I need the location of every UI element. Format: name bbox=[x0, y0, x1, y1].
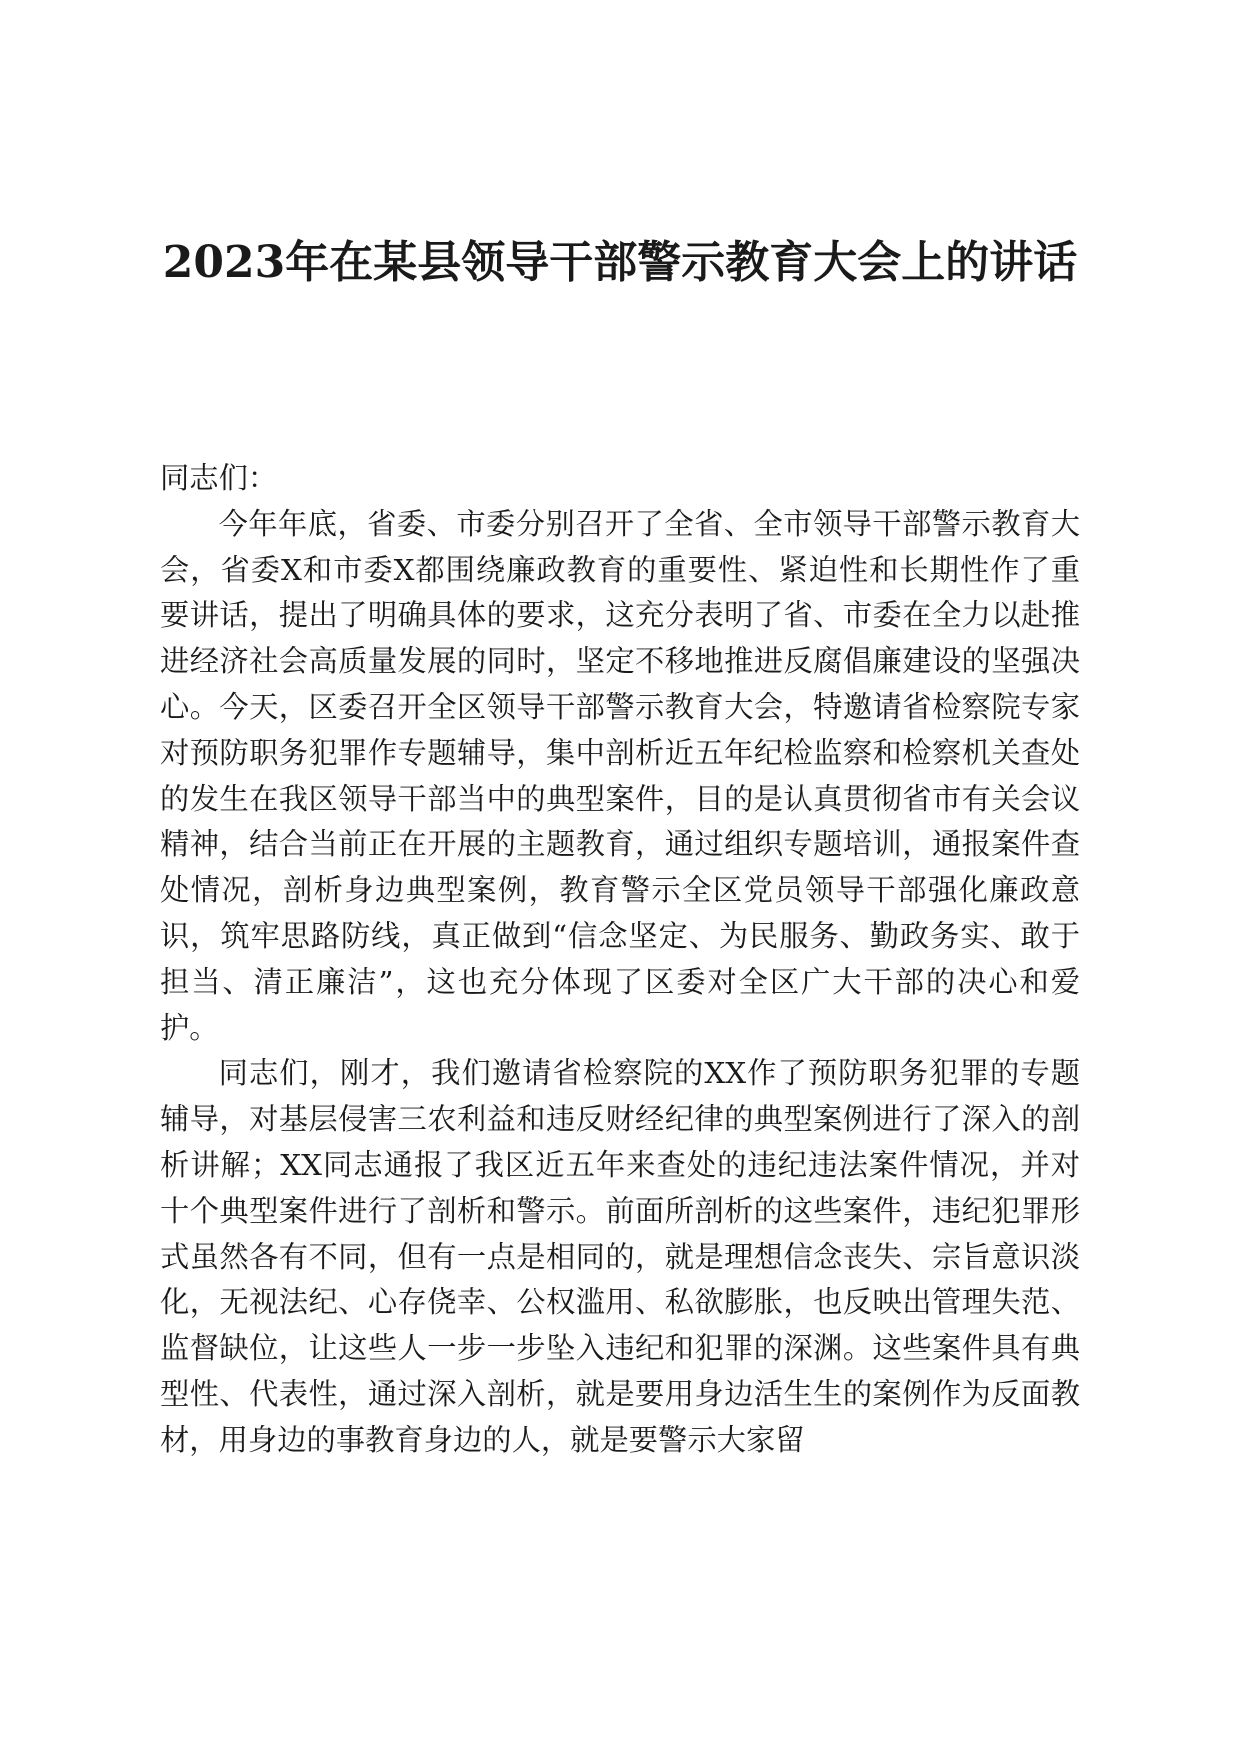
paragraph-1: 今年年底，省委、市委分别召开了全省、全市领导干部警示教育大会，省委X和市委X都围绕廉政教育的重要性、紧迫性和长期性作了重要讲话，提出了明确具体的要求，这充分表明了省、市委在全力以赴推进经济社会高质量发展的同时，坚定不移地推进反腐倡廉建设的坚强决心。今天，区委召开全区领导干部警示教育大会，特邀请省检察院专家对预防职务犯罪作专题辅导，集中剖析近五年纪检监察和检察机关查处的发生在我区领导干部当中的典型案件，目的是认真贯彻省市有关会议精神，结合当前正在开展的主题教育，通过组织专题培训，通报案件查处情况，剖析身边典型案例，教育警示全区党员领导干部强化廉政意识，筑牢思路防线，真正做到“信念坚定、为民服务、勤政务实、敢于担当、清正廉洁”，这也充分体现了区委对全区广大干部的决心和爱护。 bbox=[160, 506, 1080, 1045]
document-body bbox=[160, 456, 1080, 1464]
paragraph-2: 同志们，刚才，我们邀请省检察院的XX作了预防职务犯罪的专题辅导，对基层侵害三农利益和违反财经纪律的典型案例进行了深入的剖析讲解；XX同志通报了我区近五年来查处的违纪违法案件情况，并对十个典型案件进行了剖析和警示。前面所剖析的这些案件，违纪犯罪形式虽然各有不同，但有一点是相同的，就是理想信念丧失、宗旨意识淡化，无视法纪、心存侥幸、公权滥用、私欲膨胀，也反映出管理失范、监督缺位，让这些人一步一步坠入违纪和犯罪的深渊。这些案件具有典型性、代表性，通过深入剖析，就是要用身边活生生的案例作为反面教材，用身边的事教育身边的人，就是要警示大家留 bbox=[160, 1056, 1080, 1457]
salutation: 同志们： bbox=[160, 461, 278, 495]
document-title: 2023年在某县领导干部警示教育大会上的讲话 bbox=[162, 237, 1078, 288]
